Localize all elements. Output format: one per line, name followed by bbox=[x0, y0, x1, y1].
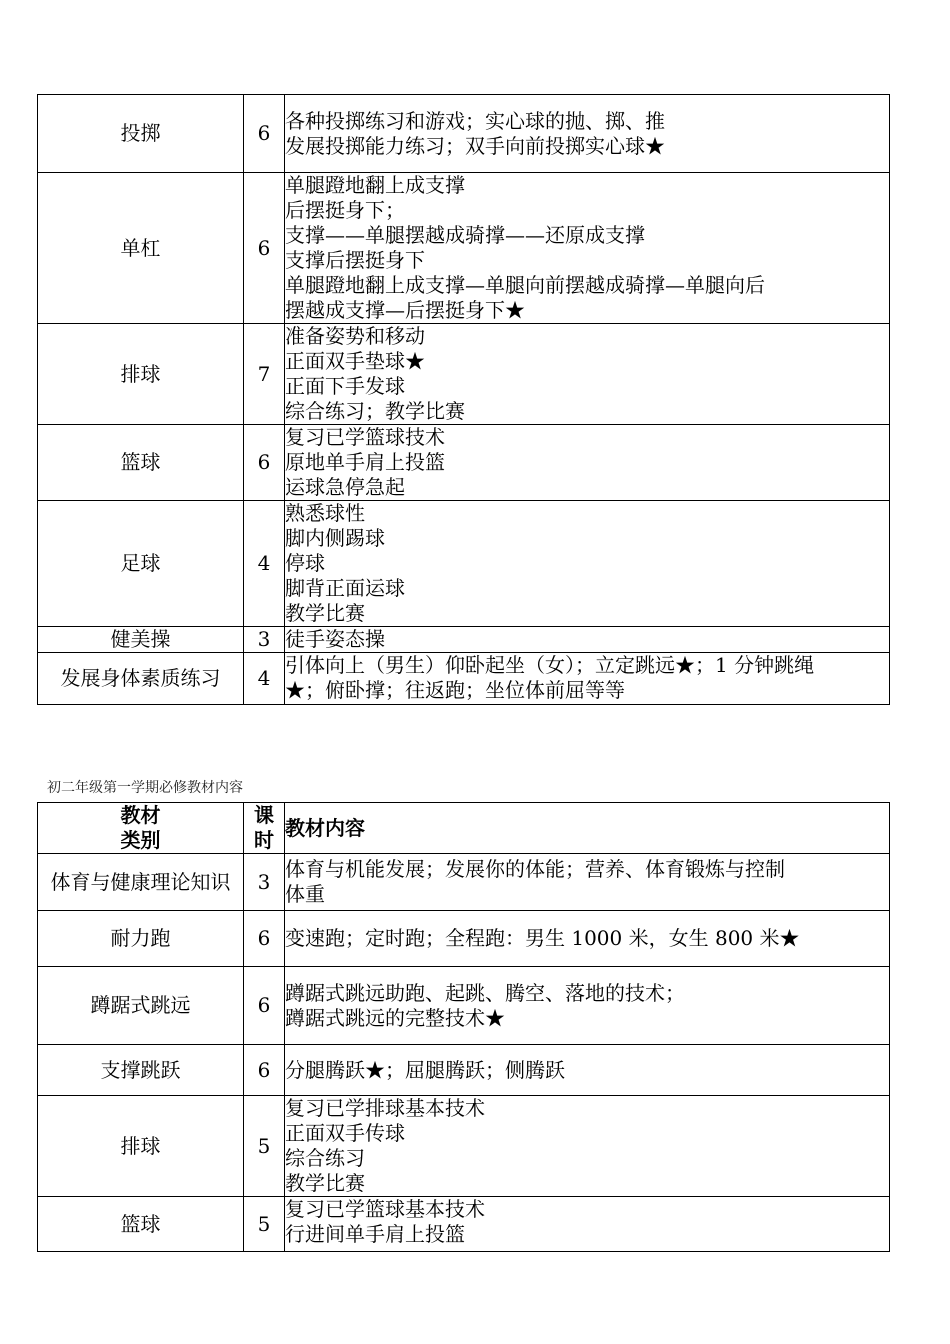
hours-cell: 6 bbox=[244, 967, 285, 1045]
table-header-row bbox=[38, 803, 890, 854]
hours-cell: 7 bbox=[244, 324, 285, 425]
content-line: 正面双手传球 bbox=[285, 1121, 405, 1145]
table-row bbox=[38, 324, 890, 425]
content-line: 引体向上（男生）仰卧起坐（女）；立定跳远★；1 分钟跳绳 bbox=[285, 653, 815, 677]
content-line: 变速跑；定时跑；全程跑：男生 1000 米，女生 800 米★ bbox=[285, 926, 800, 950]
content-line: 支撑——单腿摆越成骑撑——还原成支撑 bbox=[285, 223, 645, 247]
table-row bbox=[38, 627, 890, 653]
table-row bbox=[38, 1197, 890, 1252]
content-line: 徒手姿态操 bbox=[285, 627, 385, 651]
content-line: 蹲踞式跳远的完整技术★ bbox=[285, 1005, 505, 1030]
content-cell bbox=[285, 967, 890, 1045]
content-line: 综合练习 bbox=[285, 1146, 365, 1170]
table-row bbox=[38, 173, 890, 324]
content-line: 分腿腾跃★；屈腿腾跃；侧腾跃 bbox=[285, 1057, 565, 1082]
content-line: 准备姿势和移动 bbox=[285, 324, 425, 348]
table-row bbox=[38, 501, 890, 627]
hours-cell: 5 bbox=[244, 1197, 285, 1252]
content-line: 行进间单手肩上投篮 bbox=[285, 1222, 465, 1246]
header-hours-line: 课 bbox=[254, 803, 274, 827]
content-line: 摆越成支撑—后摆挺身下★ bbox=[285, 298, 525, 322]
category-cell: 排球 bbox=[38, 324, 244, 425]
content-line: 蹲踞式跳远助跑、起跳、腾空、落地的技术； bbox=[285, 980, 685, 1005]
content-line: 发展投掷能力练习；双手向前投掷实心球★ bbox=[285, 133, 665, 158]
category-cell: 篮球 bbox=[38, 1197, 244, 1252]
content-cell bbox=[285, 854, 890, 911]
content-cell bbox=[285, 173, 890, 324]
hours-cell: 6 bbox=[244, 425, 285, 501]
content-line: 熟悉球性 bbox=[285, 501, 365, 525]
content-line: 停球 bbox=[285, 551, 325, 575]
content-line: 正面双手垫球★ bbox=[285, 349, 425, 373]
header-category bbox=[38, 803, 244, 854]
hours-cell: 6 bbox=[244, 173, 285, 324]
content-cell bbox=[285, 911, 890, 967]
table-caption: 初二年级第一学期必修教材内容 bbox=[47, 780, 243, 796]
content-line: 体重 bbox=[285, 882, 325, 906]
header-hours-line: 时 bbox=[254, 828, 274, 852]
category-cell: 排球 bbox=[38, 1096, 244, 1197]
table-row bbox=[38, 1096, 890, 1197]
content-cell bbox=[285, 627, 890, 653]
category-cell: 篮球 bbox=[38, 425, 244, 501]
table-row bbox=[38, 95, 890, 173]
content-line: 脚内侧踢球 bbox=[285, 526, 385, 550]
content-cell bbox=[285, 501, 890, 627]
hours-cell: 3 bbox=[244, 854, 285, 911]
hours-cell: 3 bbox=[244, 627, 285, 653]
content-line: 后摆挺身下； bbox=[285, 198, 405, 222]
hours-cell: 4 bbox=[244, 501, 285, 627]
content-line: 复习已学篮球基本技术 bbox=[285, 1197, 485, 1221]
table-row bbox=[38, 653, 890, 705]
content-cell bbox=[285, 653, 890, 705]
hours-cell: 6 bbox=[244, 95, 285, 173]
content-line: 综合练习；教学比赛 bbox=[285, 399, 465, 423]
category-cell: 支撑跳跃 bbox=[38, 1045, 244, 1096]
category-cell: 发展身体素质练习 bbox=[38, 653, 244, 705]
content-line: 单腿蹬地翻上成支撑 bbox=[285, 173, 465, 197]
header-hours bbox=[244, 803, 285, 854]
table-row bbox=[38, 967, 890, 1045]
content-line: 正面下手发球 bbox=[285, 374, 405, 398]
content-line: 复习已学排球基本技术 bbox=[285, 1096, 485, 1120]
category-cell: 健美操 bbox=[38, 627, 244, 653]
content-line: ★；俯卧撑；往返跑；坐位体前屈等等 bbox=[285, 678, 625, 702]
category-cell: 投掷 bbox=[38, 95, 244, 173]
content-line: 复习已学篮球技术 bbox=[285, 425, 445, 449]
content-cell bbox=[285, 1045, 890, 1096]
table-row bbox=[38, 854, 890, 911]
curriculum-table-continued bbox=[37, 94, 890, 705]
content-line: 单腿蹬地翻上成支撑—单腿向前摆越成骑撑—单腿向后 bbox=[285, 273, 765, 297]
content-line: 教学比赛 bbox=[285, 601, 365, 625]
table-row bbox=[38, 911, 890, 967]
content-cell bbox=[285, 324, 890, 425]
content-line: 脚背正面运球 bbox=[285, 576, 405, 600]
content-cell bbox=[285, 1197, 890, 1252]
content-cell bbox=[285, 1096, 890, 1197]
content-line: 教学比赛 bbox=[285, 1171, 365, 1195]
hours-cell: 4 bbox=[244, 653, 285, 705]
hours-cell: 6 bbox=[244, 1045, 285, 1096]
content-line: 各种投掷练习和游戏；实心球的抛、掷、推 bbox=[285, 108, 665, 133]
category-cell: 体育与健康理论知识 bbox=[38, 854, 244, 911]
content-line: 原地单手肩上投篮 bbox=[285, 450, 445, 474]
category-cell: 足球 bbox=[38, 501, 244, 627]
hours-cell: 5 bbox=[244, 1096, 285, 1197]
content-cell bbox=[285, 95, 890, 173]
curriculum-table-grade8 bbox=[37, 802, 890, 1252]
category-cell: 蹲踞式跳远 bbox=[38, 967, 244, 1045]
header-category-line: 类别 bbox=[120, 828, 161, 852]
table-row bbox=[38, 1045, 890, 1096]
hours-cell: 6 bbox=[244, 911, 285, 967]
content-cell bbox=[285, 425, 890, 501]
category-cell: 耐力跑 bbox=[38, 911, 244, 967]
category-cell: 单杠 bbox=[38, 173, 244, 324]
header-category-line: 教材 bbox=[120, 803, 161, 827]
content-line: 运球急停急起 bbox=[285, 475, 405, 499]
content-line: 体育与机能发展；发展你的体能；营养、体育锻炼与控制 bbox=[285, 857, 785, 881]
table-row bbox=[38, 425, 890, 501]
header-content: 教材内容 bbox=[285, 803, 890, 854]
content-line: 支撑后摆挺身下 bbox=[285, 248, 425, 272]
